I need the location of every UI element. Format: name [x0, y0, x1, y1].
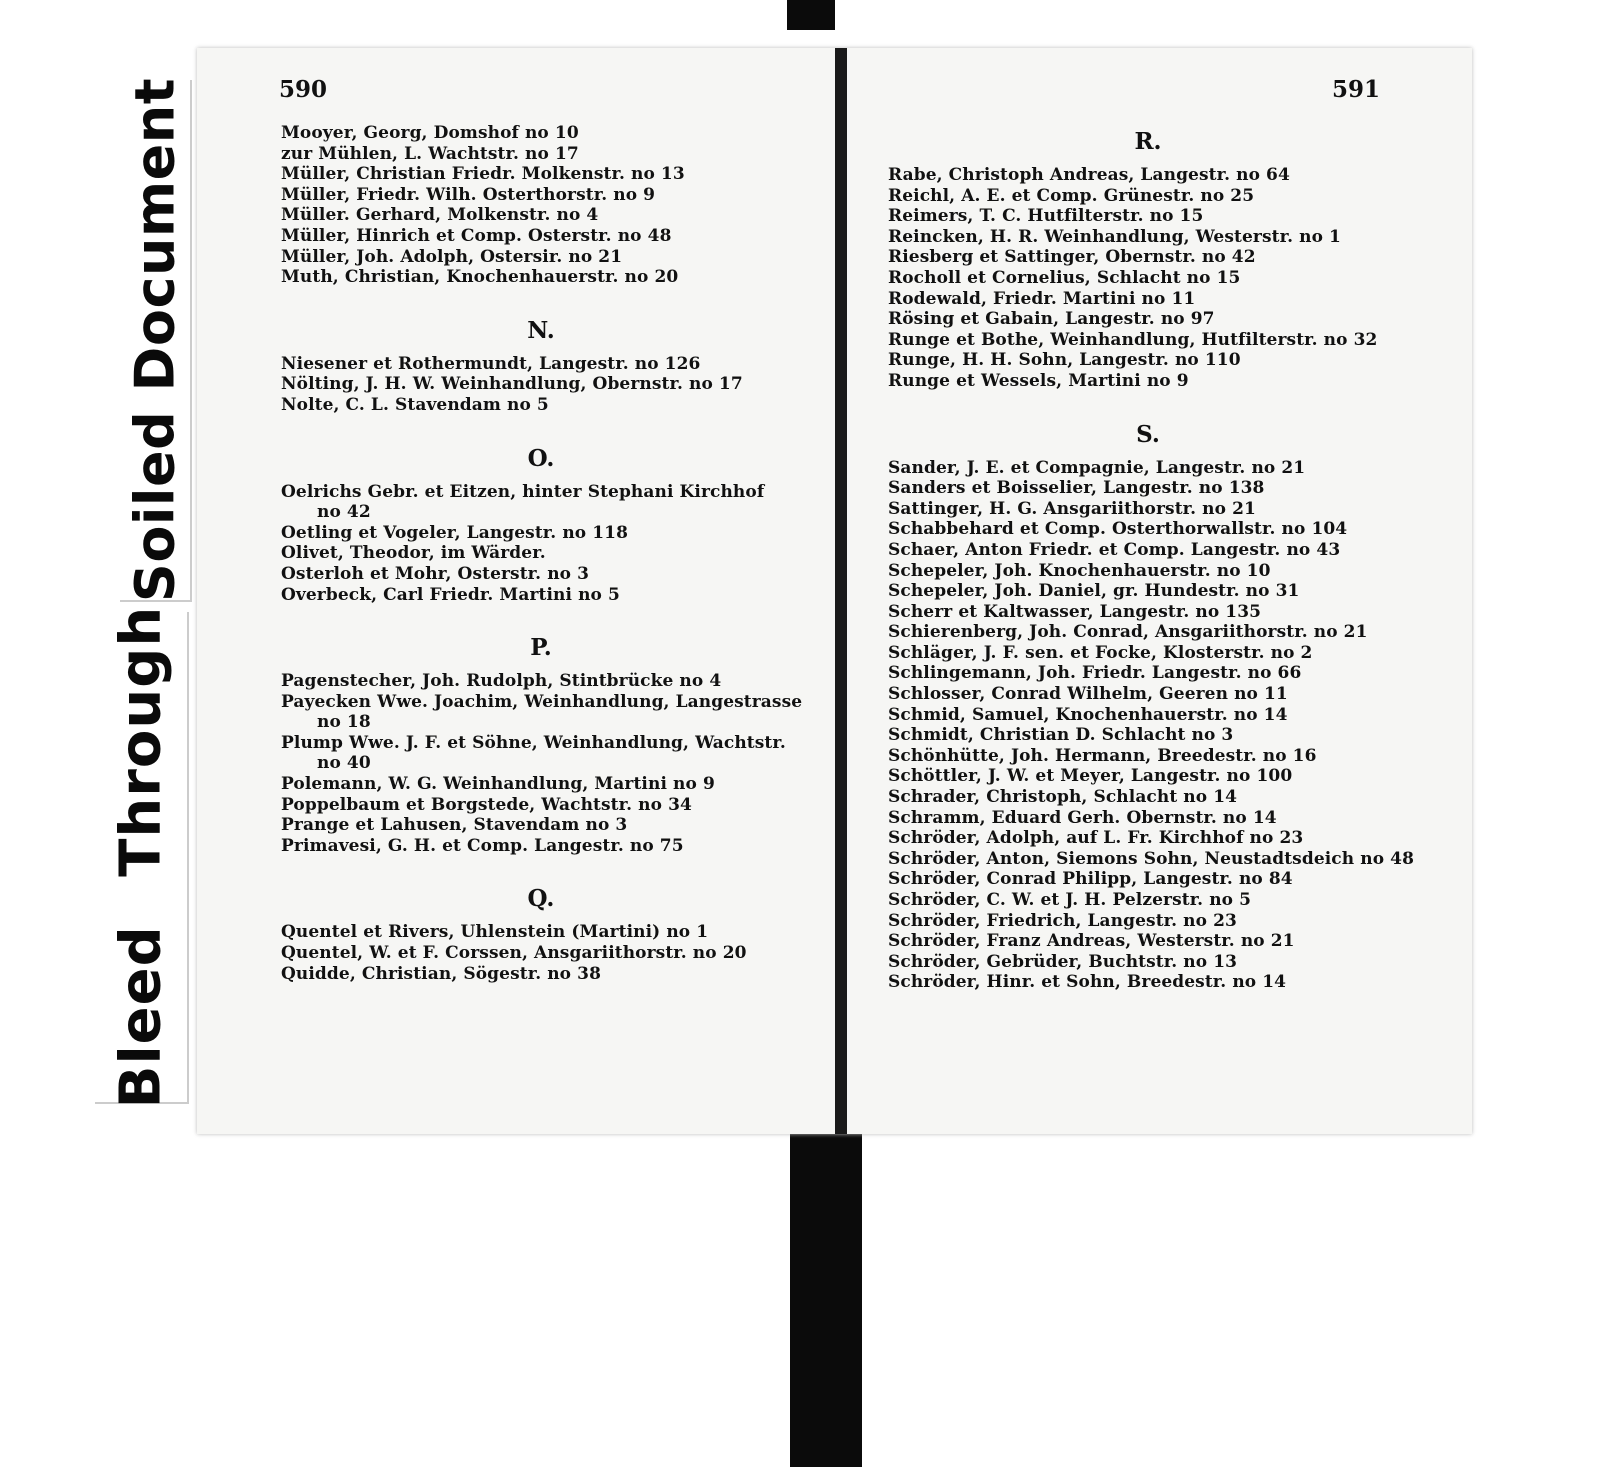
- directory-section: [281, 123, 801, 288]
- directory-entry: Muth, Christian, Knochenhauerstr. no 20: [281, 267, 679, 288]
- directory-entry: Osterloh et Mohr, Osterstr. no 3: [281, 563, 590, 584]
- directory-entry: Reimers, T. C. Hutfilterstr. no 15: [888, 206, 1204, 227]
- directory-entry: Payecken Wwe. Joachim, Weinhandlung, Langestrasse: [281, 691, 803, 712]
- soiled-document-text: Soiled Document: [123, 77, 187, 603]
- directory-entry: Schmidt, Christian D. Schlacht no 3: [888, 725, 1234, 746]
- directory-entry: Schläger, J. F. sen. et Focke, Klosterstr. no 2: [888, 642, 1313, 663]
- directory-entry: Mooyer, Georg, Domshof no 10: [281, 123, 579, 143]
- directory-entry: Quidde, Christian, Sögestr. no 38: [281, 963, 601, 984]
- directory-entry: Oelrichs Gebr. et Eitzen, hinter Stephani Kirchhof: [281, 481, 765, 502]
- directory-entry: Schröder, Anton, Siemons Sohn, Neustadtsdeich no 48: [888, 848, 1415, 869]
- page-number: 591: [1331, 76, 1380, 103]
- directory-entry: Niesener et Rothermundt, Langestr. no 126: [281, 353, 701, 374]
- section-letter: Q.: [527, 885, 555, 913]
- directory-entry: Schramm, Eduard Gerh. Obernstr. no 14: [888, 807, 1277, 828]
- directory-entry: Riesberg et Sattinger, Obernstr. no 42: [888, 247, 1256, 268]
- directory-entry: Müller, Hinrich et Comp. Osterstr. no 48: [281, 225, 672, 246]
- directory-entry: Schröder, C. W. et J. H. Pelzerstr. no 5: [888, 890, 1252, 910]
- directory-entry: Quentel, W. et F. Corssen, Ansgariithorstr. no 20: [281, 943, 747, 964]
- directory-section: [281, 629, 801, 856]
- directory-entry-continuation: no 42: [317, 502, 371, 523]
- directory-entry: Scherr et Kaltwasser, Langestr. no 135: [888, 601, 1262, 622]
- directory-entry: Schöttler, J. W. et Meyer, Langestr. no 100: [888, 766, 1293, 787]
- right-page: [845, 48, 1472, 1134]
- directory-entry: Primavesi, G. H. et Comp. Langestr. no 75: [281, 835, 684, 856]
- directory-entry: Schepeler, Joh. Daniel, gr. Hundestr. no 31: [888, 581, 1300, 602]
- directory-entry: Schlingemann, Joh. Friedr. Langestr. no 66: [888, 663, 1302, 684]
- directory-entry: Schepeler, Joh. Knochenhauerstr. no 10: [888, 560, 1271, 581]
- directory-entry: Müller. Gerhard, Molkenstr. no 4: [281, 205, 599, 226]
- directory-entry: Nölting, J. H. W. Weinhandlung, Obernstr. no 17: [281, 374, 743, 395]
- directory-column: [281, 123, 801, 984]
- section-letter: P.: [530, 634, 552, 662]
- directory-section: [281, 440, 801, 606]
- binding-bar-bottom: [790, 1128, 862, 1467]
- directory-entry: Overbeck, Carl Friedr. Martini no 5: [281, 584, 620, 605]
- directory-entry: Schröder, Hinr. et Sohn, Breedestr. no 14: [888, 972, 1287, 993]
- section-letter: O.: [527, 444, 555, 472]
- directory-entry: Rösing et Gabain, Langestr. no 97: [888, 309, 1215, 330]
- directory-entry: Schröder, Conrad Philipp, Langestr. no 84: [888, 869, 1293, 890]
- directory-entry: Schlosser, Conrad Wilhelm, Geeren no 11: [888, 684, 1288, 705]
- directory-entry-continuation: no 18: [317, 712, 371, 733]
- bleed-through-text: Bleed Through: [108, 605, 174, 1109]
- directory-entry: Müller, Friedr. Wilh. Osterthorstr. no 9: [281, 184, 656, 205]
- directory-entry: Sattinger, H. G. Ansgariithorstr. no 21: [888, 498, 1256, 519]
- section-letter: R.: [1134, 128, 1162, 155]
- directory-entry: Müller, Joh. Adolph, Ostersir. no 21: [281, 246, 623, 267]
- directory-entry: Schmid, Samuel, Knochenhauerstr. no 14: [888, 704, 1288, 725]
- directory-section: [281, 880, 801, 984]
- directory-entry: Sanders et Boisselier, Langestr. no 138: [888, 478, 1265, 499]
- directory-entry: Schaer, Anton Friedr. et Comp. Langestr. no 43: [888, 539, 1341, 560]
- book-spread: [197, 48, 1472, 1134]
- directory-entry: Olivet, Theodor, im Wärder.: [281, 543, 546, 564]
- directory-entry: Reichl, A. E. et Comp. Grünestr. no 25: [888, 185, 1255, 206]
- directory-entry: Schrader, Christoph, Schlacht no 14: [888, 787, 1238, 808]
- directory-entry: Rabe, Christoph Andreas, Langestr. no 64: [888, 165, 1290, 185]
- directory-entry: Prange et Lahusen, Stavendam no 3: [281, 815, 628, 836]
- directory-entry: Runge, H. H. Sohn, Langestr. no 110: [888, 350, 1241, 371]
- directory-entry: Schröder, Gebrüder, Buchtstr. no 13: [888, 951, 1238, 972]
- directory-entry: Schröder, Friedrich, Langestr. no 23: [888, 910, 1237, 931]
- directory-section: [888, 123, 1408, 392]
- directory-entry: Runge et Bothe, Weinhandlung, Hutfilterstr. no 32: [888, 329, 1378, 350]
- directory-entry: Plump Wwe. J. F. et Söhne, Weinhandlung, Wachtstr.: [281, 732, 786, 753]
- directory-entry: Schabbehard et Comp. Osterthorwallstr. no 104: [888, 519, 1348, 540]
- directory-entry: zur Mühlen, L. Wachtstr. no 17: [281, 143, 579, 164]
- directory-entry: Poppelbaum et Borgstede, Wachtstr. no 34: [281, 794, 692, 815]
- soiled-document-label: [120, 77, 192, 603]
- directory-section: [281, 312, 801, 416]
- directory-entry: Quentel et Rivers, Uhlenstein (Martini) no 1: [281, 922, 709, 943]
- directory-entry: Sander, J. E. et Compagnie, Langestr. no 21: [888, 457, 1306, 478]
- binding-bar-top: [787, 0, 835, 30]
- directory-entry: Schröder, Franz Andreas, Westerstr. no 21: [888, 931, 1295, 952]
- directory-entry: Oetling et Vogeler, Langestr. no 118: [281, 522, 629, 543]
- directory-entry: Pagenstecher, Joh. Rudolph, Stintbrücke no 4: [281, 671, 722, 692]
- directory-entry: Reincken, H. R. Weinhandlung, Westerstr. no 1: [888, 226, 1341, 247]
- section-letter: S.: [1136, 420, 1160, 448]
- directory-entry: Rocholl et Cornelius, Schlacht no 15: [888, 267, 1241, 288]
- directory-entry-continuation: no 40: [317, 753, 371, 774]
- page-number: 590: [279, 76, 328, 103]
- directory-column: [888, 123, 1415, 993]
- directory-entry: Runge et Wessels, Martini no 9: [888, 370, 1189, 391]
- directory-section: [888, 416, 1415, 993]
- directory-entry: Polemann, W. G. Weinhandlung, Martini no 9: [281, 774, 715, 795]
- left-page: [197, 48, 837, 1134]
- bleed-through-label: [95, 605, 189, 1109]
- directory-entry: Schierenberg, Joh. Conrad, Ansgariithorstr. no 21: [888, 622, 1368, 643]
- directory-entry: Nolte, C. L. Stavendam no 5: [281, 394, 549, 415]
- directory-entry: Rodewald, Friedr. Martini no 11: [888, 288, 1196, 309]
- section-letter: N.: [527, 316, 555, 344]
- directory-entry: Müller, Christian Friedr. Molkenstr. no 13: [281, 164, 685, 185]
- directory-entry: Schönhütte, Joh. Hermann, Breedestr. no 16: [888, 745, 1317, 766]
- directory-entry: Schröder, Adolph, auf L. Fr. Kirchhof no 23: [888, 828, 1304, 849]
